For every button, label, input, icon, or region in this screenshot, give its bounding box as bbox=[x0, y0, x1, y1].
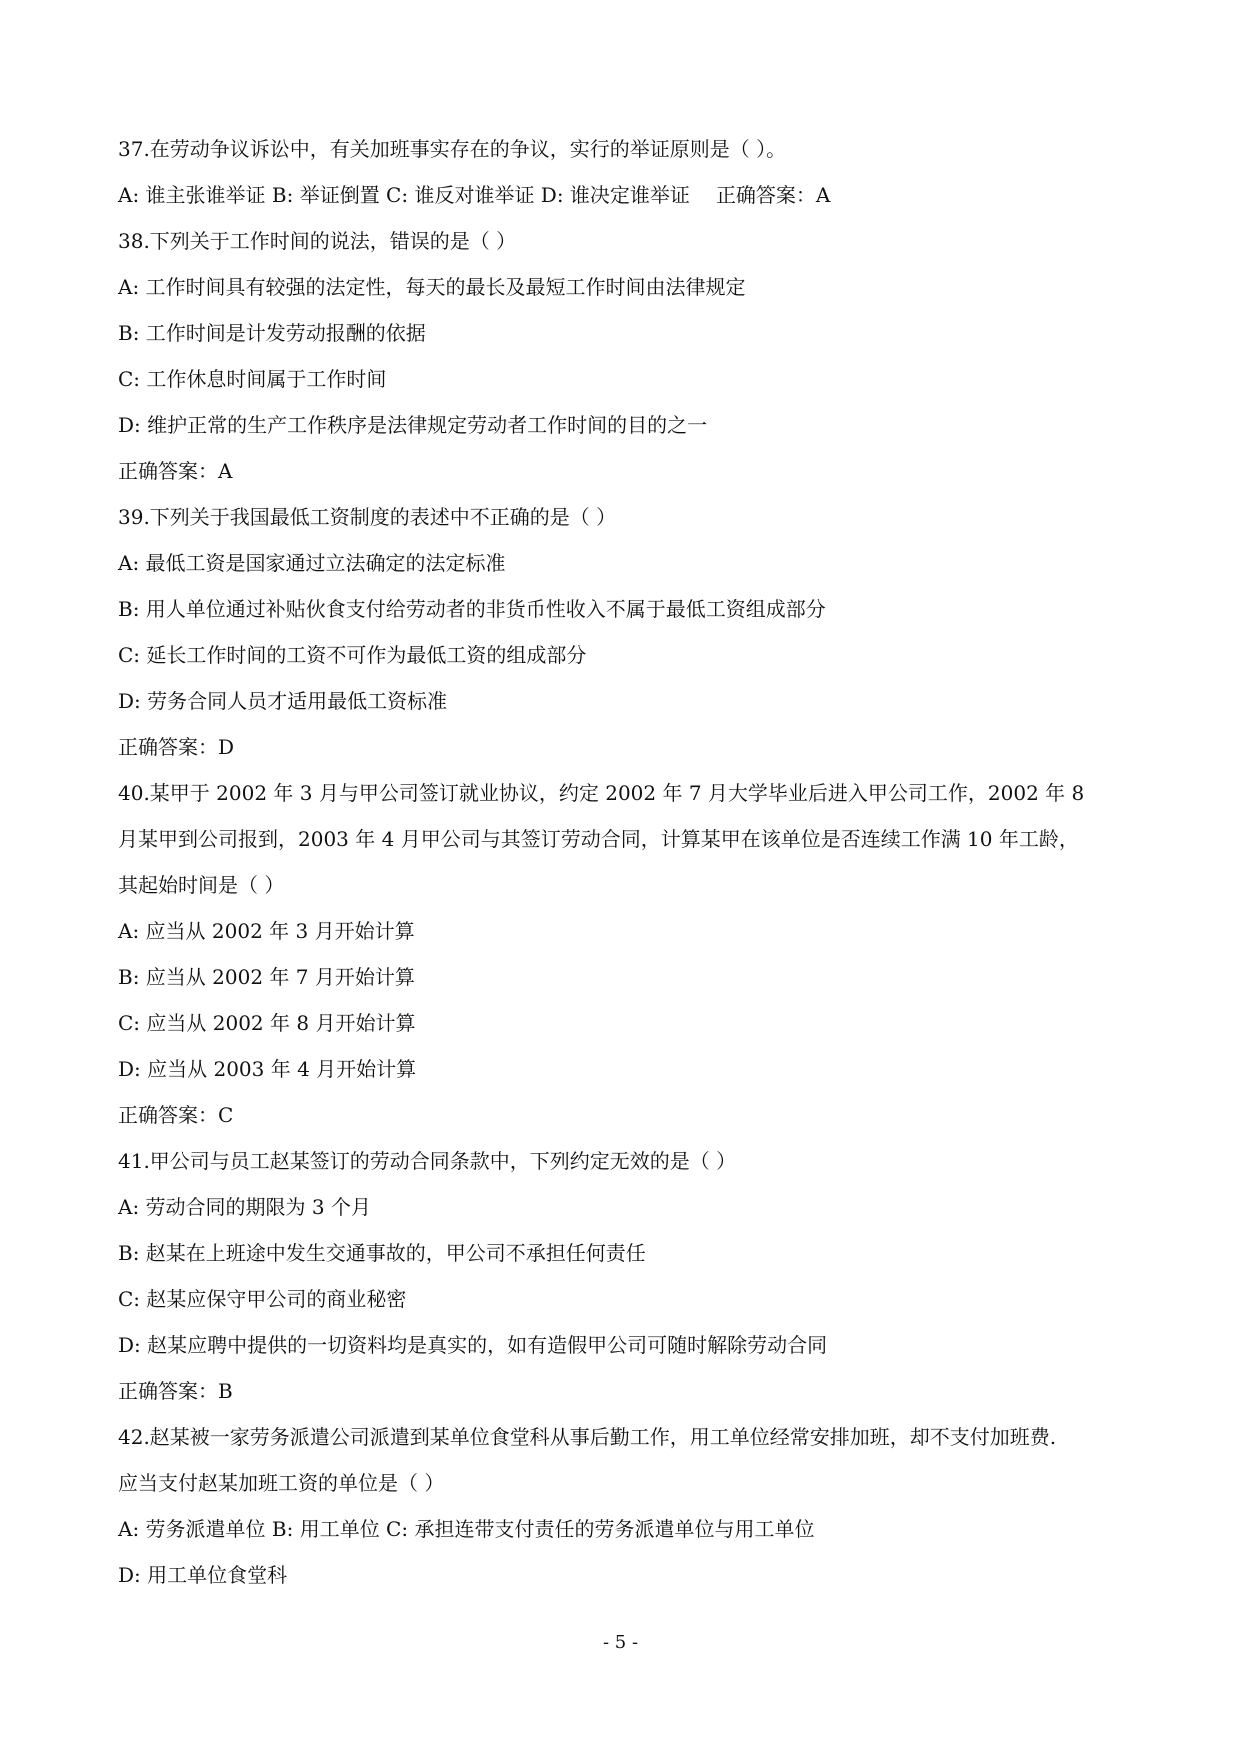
question-40-stem-line-2: 月某甲到公司报到，2003 年 4 月甲公司与其签订劳动合同，计算某甲在该单位是否连续工作满 10 年工龄， bbox=[118, 827, 1079, 851]
question-42-option-d: D: 用工单位食堂科 bbox=[118, 1563, 288, 1587]
question-39-option-c: C: 延长工作时间的工资不可作为最低工资的组成部分 bbox=[118, 643, 587, 667]
question-38-stem: 38.下列关于工作时间的说法，错误的是（ ） bbox=[118, 229, 517, 253]
question-list bbox=[118, 126, 1128, 1598]
question-39-answer: 正确答案：D bbox=[118, 735, 235, 759]
question-41-option-b: B: 赵某在上班途中发生交通事故的，甲公司不承担任何责任 bbox=[118, 1241, 646, 1265]
question-42-stem-line-2: 应当支付赵某加班工资的单位是（ ） bbox=[118, 1471, 445, 1495]
question-39-stem: 39.下列关于我国最低工资制度的表述中不正确的是（ ） bbox=[118, 505, 617, 529]
question-41-option-d: D: 赵某应聘中提供的一切资料均是真实的，如有造假甲公司可随时解除劳动合同 bbox=[118, 1333, 828, 1357]
question-41-option-a: A: 劳动合同的期限为 3 个月 bbox=[118, 1195, 371, 1219]
question-38-option-a: A: 工作时间具有较强的法定性，每天的最长及最短工作时间由法律规定 bbox=[118, 275, 746, 299]
question-40-stem-line-1: 40.某甲于 2002 年 3 月与甲公司签订就业协议，约定 2002 年 7 月大学毕业后进入甲公司工作，2002 年 8 bbox=[118, 781, 1085, 805]
question-38-answer: 正确答案：A bbox=[118, 459, 233, 483]
question-41-stem: 41.甲公司与员工赵某签订的劳动合同条款中，下列约定无效的是（ ） bbox=[118, 1149, 737, 1173]
question-39-option-d: D: 劳务合同人员才适用最低工资标准 bbox=[118, 689, 448, 713]
question-40-option-a: A: 应当从 2002 年 3 月开始计算 bbox=[118, 919, 415, 943]
question-41-option-c: C: 赵某应保守甲公司的商业秘密 bbox=[118, 1287, 407, 1311]
question-38-option-b: B: 工作时间是计发劳动报酬的依据 bbox=[118, 321, 426, 345]
question-37-options bbox=[118, 172, 1128, 218]
question-40-stem-line-3: 其起始时间是（ ） bbox=[118, 873, 285, 897]
question-37-options-text: A: 谁主张谁举证 B: 举证倒置 C: 谁反对谁举证 D: 谁决定谁举证 bbox=[118, 183, 690, 207]
question-38-option-c: C: 工作休息时间属于工作时间 bbox=[118, 367, 387, 391]
question-37-answer: 正确答案：A bbox=[715, 183, 831, 207]
question-39-option-b: B: 用人单位通过补贴伙食支付给劳动者的非货币性收入不属于最低工资组成部分 bbox=[118, 597, 826, 621]
question-40-option-d: D: 应当从 2003 年 4 月开始计算 bbox=[118, 1057, 417, 1081]
question-40-answer: 正确答案：C bbox=[118, 1103, 234, 1127]
question-39-option-a: A: 最低工资是国家通过立法确定的法定标准 bbox=[118, 551, 506, 575]
question-40-option-b: B: 应当从 2002 年 7 月开始计算 bbox=[118, 965, 415, 989]
question-42-stem-line-1: 42.赵某被一家劳务派遣公司派遣到某单位食堂科从事后勤工作，用工单位经常安排加班，却不支付加班费. bbox=[118, 1425, 1057, 1449]
question-37-stem: 37.在劳动争议诉讼中，有关加班事实存在的争议，实行的举证原则是（ ）。 bbox=[118, 137, 787, 161]
question-41-answer: 正确答案：B bbox=[118, 1379, 233, 1403]
question-40-option-c: C: 应当从 2002 年 8 月开始计算 bbox=[118, 1011, 416, 1035]
question-38-option-d: D: 维护正常的生产工作秩序是法律规定劳动者工作时间的目的之一 bbox=[118, 413, 708, 437]
page-number: - 5 - bbox=[602, 1632, 639, 1653]
question-42-options-line-1: A: 劳务派遣单位 B: 用工单位 C: 承担连带支付责任的劳务派遣单位与用工单位 bbox=[118, 1517, 815, 1541]
